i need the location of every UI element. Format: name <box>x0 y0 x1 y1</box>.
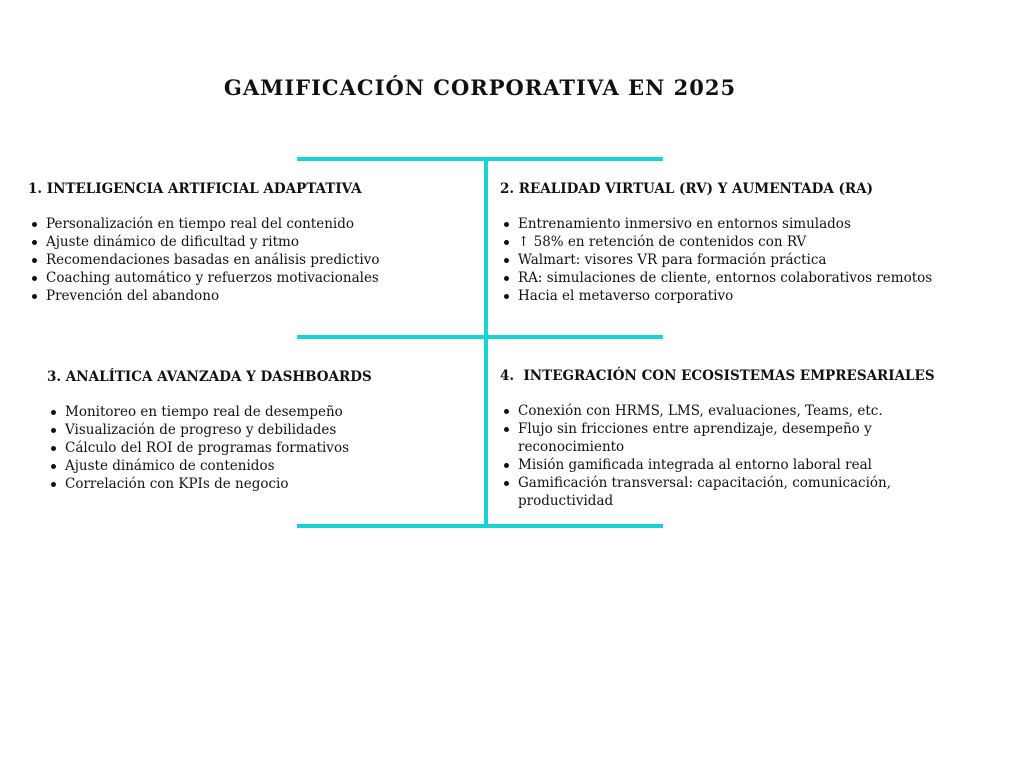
list-item: Monitoreo en tiempo real de desempeño <box>65 403 472 421</box>
divider-top <box>297 157 663 161</box>
bullet-list <box>500 215 1000 305</box>
section-heading: 4. INTEGRACIÓN CON ECOSISTEMAS EMPRESARIALES <box>500 368 935 384</box>
list-item: Ajuste dinámico de contenidos <box>65 457 472 475</box>
bullet-list <box>500 402 910 510</box>
section-heading: 3. ANALÍTICA AVANZADA Y DASHBOARDS <box>47 369 372 385</box>
list-item: Recomendaciones basadas en análisis predictivo <box>46 251 473 269</box>
section-ai-adaptive <box>28 181 473 305</box>
list-item: Cálculo del ROI de programas formativos <box>65 439 472 457</box>
section-vr-ar <box>500 181 1000 305</box>
list-item: Hacia el metaverso corporativo <box>518 287 1000 305</box>
list-item: Visualización de progreso y debilidades <box>65 421 472 439</box>
section-analytics <box>47 369 472 493</box>
section-enterprise-integration <box>500 368 935 510</box>
section-heading: 1. INTELIGENCIA ARTIFICIAL ADAPTATIVA <box>28 181 362 197</box>
divider-bottom <box>297 524 663 528</box>
list-item: Personalización en tiempo real del contenido <box>46 215 473 233</box>
list-item: Gamificación transversal: capacitación, comunicación, productividad <box>518 474 910 510</box>
divider-middle <box>297 335 663 339</box>
list-item: Coaching automático y refuerzos motivacionales <box>46 269 473 287</box>
list-item: RA: simulaciones de cliente, entornos colaborativos remotos <box>518 269 1000 287</box>
list-item: Entrenamiento inmersivo en entornos simulados <box>518 215 1000 233</box>
list-item: Walmart: visores VR para formación práctica <box>518 251 1000 269</box>
page-title: GAMIFICACIÓN CORPORATIVA EN 2025 <box>223 75 737 100</box>
list-item: Conexión con HRMS, LMS, evaluaciones, Teams, etc. <box>518 402 910 420</box>
divider-vertical <box>484 157 488 528</box>
list-item: Flujo sin fricciones entre aprendizaje, desempeño y reconocimiento <box>518 420 910 456</box>
list-item: Misión gamificada integrada al entorno laboral real <box>518 456 910 474</box>
list-item: Correlación con KPIs de negocio <box>65 475 472 493</box>
section-heading: 2. REALIDAD VIRTUAL (RV) Y AUMENTADA (RA) <box>500 181 873 197</box>
bullet-list <box>28 215 473 305</box>
list-item: ↑ 58% en retención de contenidos con RV <box>518 233 1000 251</box>
bullet-list <box>47 403 472 493</box>
list-item: Ajuste dinámico de dificultad y ritmo <box>46 233 473 251</box>
list-item: Prevención del abandono <box>46 287 473 305</box>
